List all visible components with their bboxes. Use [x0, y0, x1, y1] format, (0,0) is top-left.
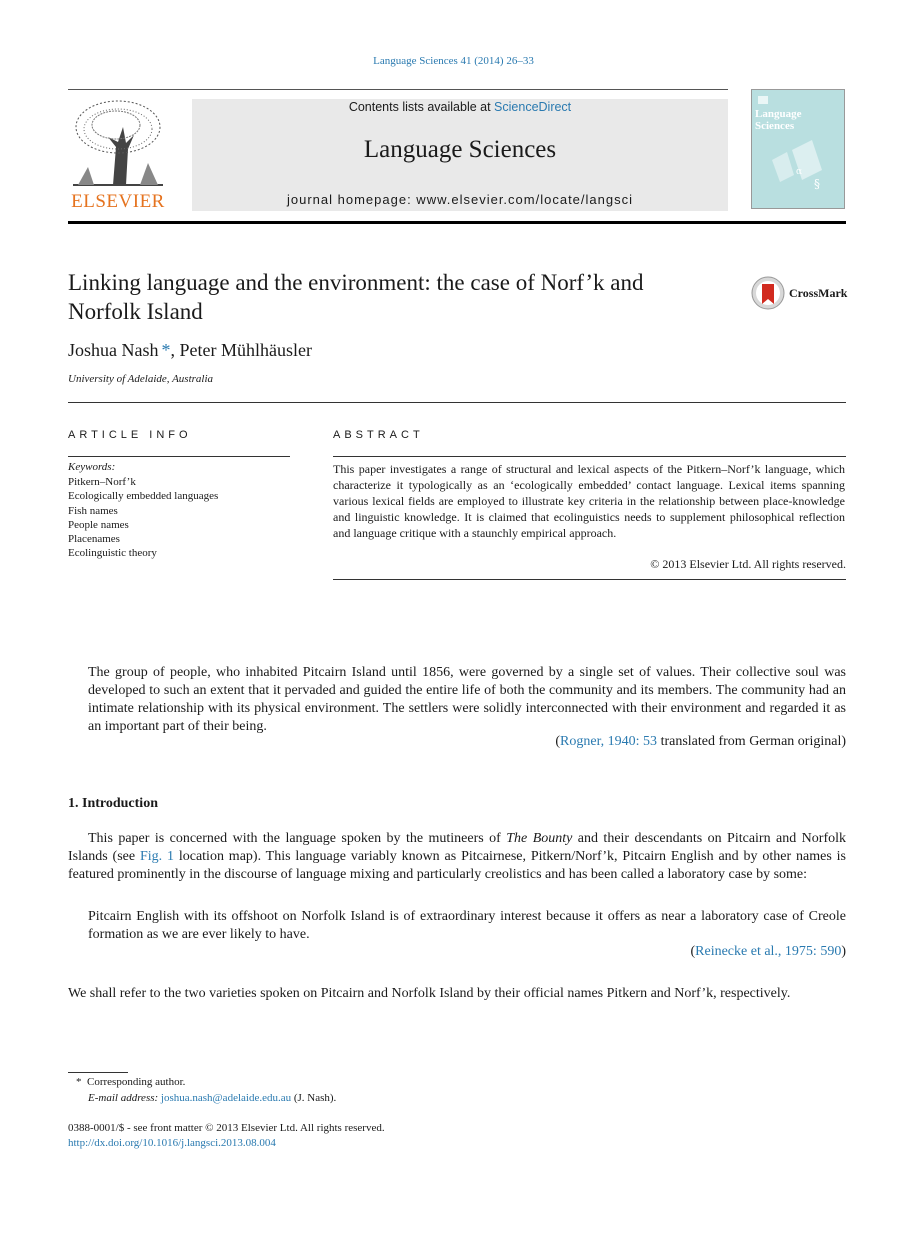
- quote-src-close: ): [841, 944, 846, 959]
- sciencedirect-link[interactable]: ScienceDirect: [494, 100, 572, 114]
- fig1-link[interactable]: Fig. 1: [139, 849, 174, 864]
- contents-prefix: Contents lists available at: [348, 100, 495, 114]
- footnote-corresponding: [76, 1076, 185, 1088]
- abstract-text: This paper investigates a range of structural and lexical aspects of the Pitkern–Norf’k language, which characterize it typologically as an ‘ecologically embedded’ contact language. Lexical items spanning various lexical fields are employed to illustrate key criteria in the relationship between place-knowledge and linguistic knowledge. It is claimed that ecolinguistics needs to supplement philosophical reflection and language critique with a staunchly empirical approach.: [333, 462, 845, 540]
- epigraph-source-rest: translated from German original): [657, 734, 846, 749]
- header-rule: [68, 89, 728, 90]
- footnote-rule: [68, 1072, 128, 1073]
- front-matter-rule: [68, 402, 846, 403]
- journal-title: Language Sciences: [363, 136, 557, 163]
- abstract-rule: [333, 456, 846, 457]
- article-info-rule: [68, 456, 290, 457]
- footnote-email: [88, 1092, 336, 1104]
- keyword-item: People names: [68, 518, 129, 531]
- section-heading-introduction: 1. Introduction: [68, 796, 158, 811]
- epigraph: The group of people, who inhabited Pitcairn Island until 1856, were governed by a single set of values. Their collective soul was developed to such an extent that it pervaded and guided the entire life of both the community and its members. The community had an intimate relationship with its physical environment. The settlers were solidly interconnected with their environment and regarded it as an important part of their being.: [88, 665, 846, 734]
- affiliation: University of Adelaide, Australia: [68, 373, 214, 385]
- keywords-list: [68, 475, 218, 561]
- article-title-line2: Norfolk Island: [68, 299, 203, 324]
- author-muhlhausler: , Peter Mühlhäusler: [170, 340, 312, 360]
- author-email-link[interactable]: joshua.nash@adelaide.edu.au: [160, 1092, 292, 1104]
- elsevier-wordmark: ELSEVIER: [71, 191, 165, 212]
- block-quote-source: [690, 944, 846, 960]
- email-owner: (J. Nash).: [291, 1092, 337, 1104]
- intro-p1-text-a: This paper is concerned with the language spoken by the mutineers of: [88, 831, 507, 846]
- author-nash: Joshua Nash: [68, 340, 159, 360]
- epigraph-source-open: (: [555, 734, 561, 749]
- intro-p1-text-c: location map). This language variably known as Pitcairnese, Pitkern/Norf’k, Pitcairn English and by other names is featured prominently in the discourse of language mixing and particularly creolistics and has been called a laboratory case by some:: [68, 849, 847, 882]
- intro-paragraph-1: [68, 830, 846, 884]
- svg-text:α: α: [796, 167, 803, 177]
- journal-citation[interactable]: Language Sciences 41 (2014) 26–33: [373, 55, 534, 67]
- keyword-item: Placenames: [68, 533, 120, 546]
- doi-link[interactable]: http://dx.doi.org/10.1016/j.langsci.2013.08.004: [68, 1137, 276, 1149]
- cover-title: Language Sciences: [755, 108, 802, 132]
- article-title: [68, 268, 738, 326]
- quote-src-open: (: [690, 944, 696, 959]
- epigraph-source: [555, 734, 846, 750]
- intro-paragraph-2: We shall refer to the two varieties spoken on Pitcairn and Norfolk Island by their official names Pitkern and Norf’k, respectively.: [68, 986, 791, 1001]
- crossmark-icon[interactable]: [751, 276, 785, 315]
- journal-homepage[interactable]: journal homepage: www.elsevier.com/locate/langsci: [287, 192, 633, 207]
- abstract-heading: ABSTRACT: [333, 429, 424, 441]
- email-label: E-mail address:: [88, 1092, 159, 1104]
- contents-line: [192, 100, 728, 114]
- footnote-star: *: [76, 1076, 82, 1088]
- authors: [68, 340, 312, 361]
- intro-p1-text-b: and their descendants on Pitcairn and Norfolk Islands (see: [68, 831, 846, 864]
- keyword-item: Fish names: [68, 504, 118, 517]
- journal-cover-image: [751, 89, 845, 209]
- keyword-item: Ecolinguistic theory: [68, 547, 157, 560]
- issn-line: 0388-0001/$ - see front matter © 2013 Elsevier Ltd. All rights reserved.: [68, 1122, 385, 1134]
- article-info-heading: ARTICLE INFO: [68, 429, 192, 441]
- intro-p1-italic: The Bounty: [506, 831, 573, 846]
- article-title-line1: Linking language and the environment: the case of Norf’k and: [68, 270, 644, 295]
- masthead-bottom-rule: [68, 221, 846, 224]
- keywords-label: Keywords:: [68, 461, 116, 473]
- corresponding-author-mark[interactable]: *: [161, 340, 171, 360]
- svg-text:§: §: [814, 177, 820, 191]
- keyword-item: Ecologically embedded languages: [68, 490, 219, 503]
- footnote-corresponding-text: Corresponding author.: [87, 1076, 186, 1088]
- rogner-citation-link[interactable]: Rogner, 1940: 53: [560, 734, 658, 749]
- crossmark-label[interactable]: CrossMark: [789, 286, 848, 300]
- block-quote: Pitcairn English with its offshoot on Norfolk Island is of extraordinary interest because it offers as near a laboratory case of Creole formation as we are ever likely to have.: [88, 909, 846, 942]
- abstract-bottom-rule: [333, 579, 846, 580]
- reinecke-citation-link[interactable]: Reinecke et al., 1975: 590: [695, 944, 842, 959]
- abstract-copyright: © 2013 Elsevier Ltd. All rights reserved.: [650, 557, 846, 571]
- keyword-item: Pitkern–Norf’k: [68, 476, 136, 488]
